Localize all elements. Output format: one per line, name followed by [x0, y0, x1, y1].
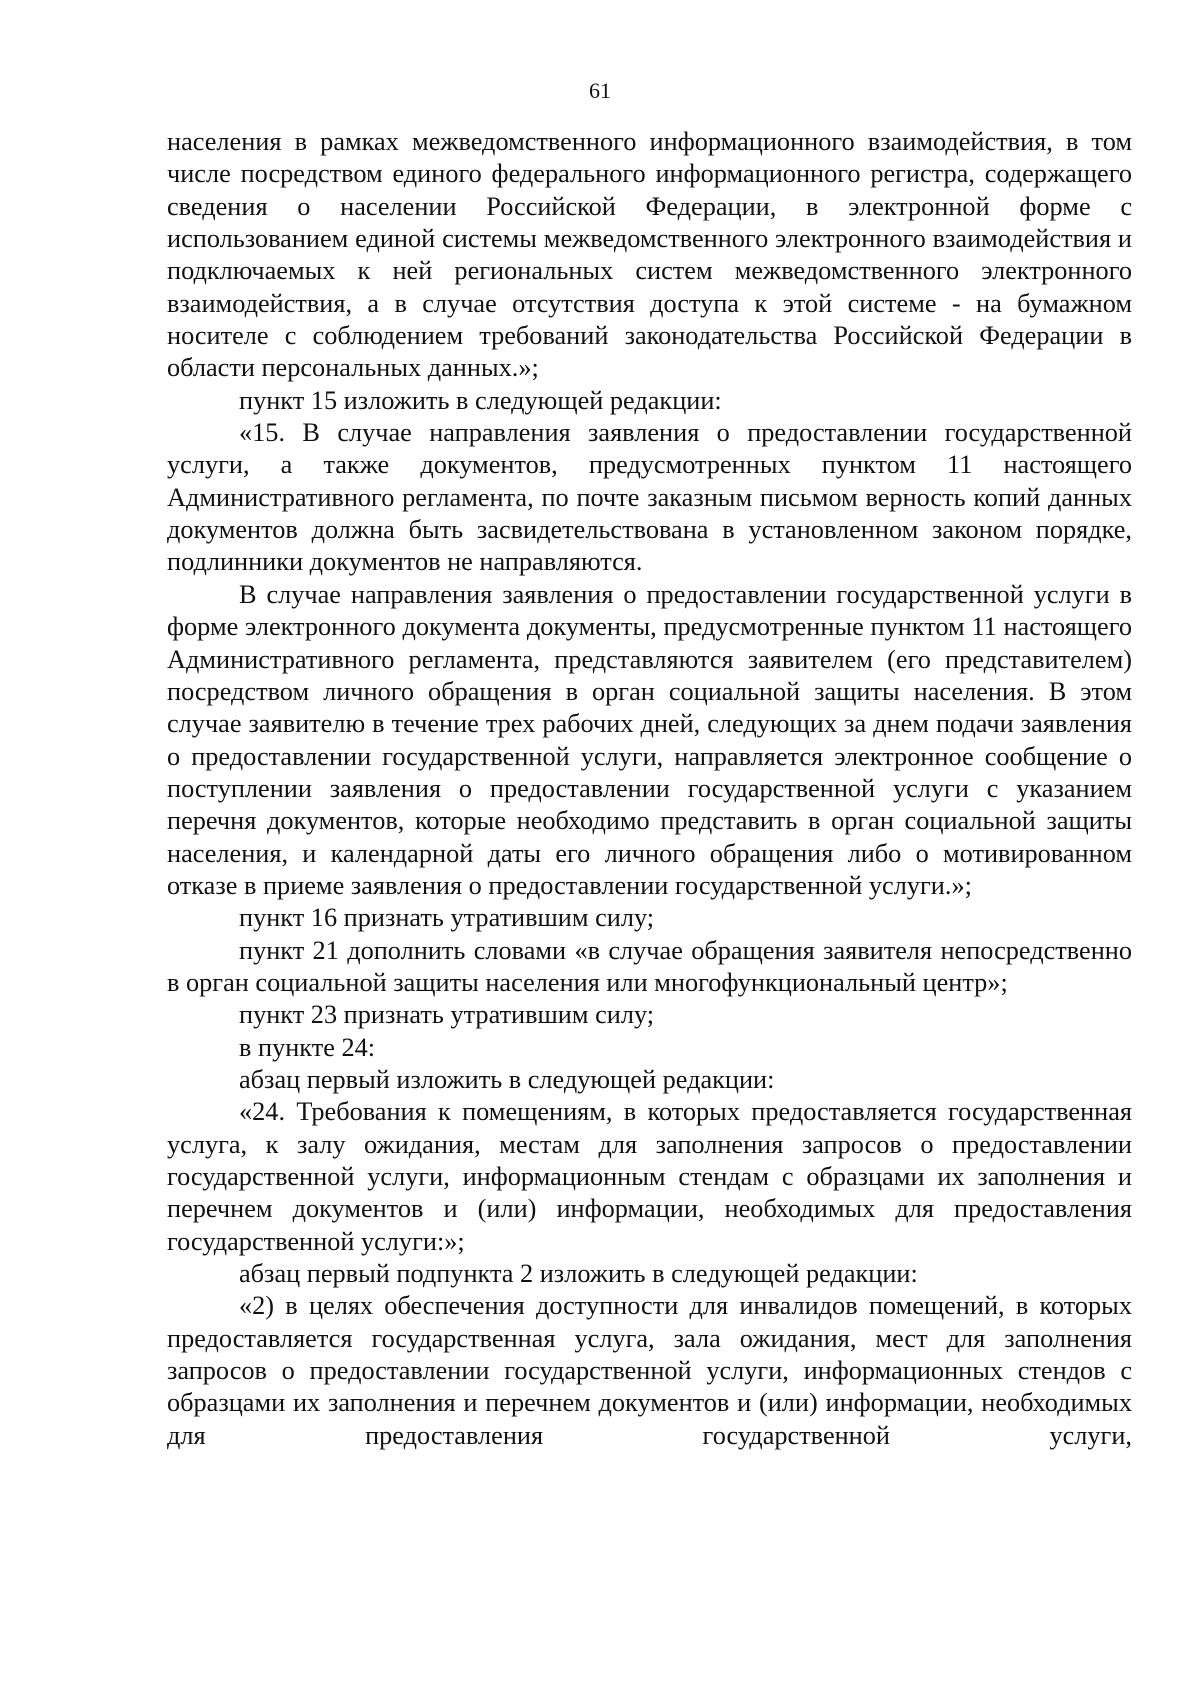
paragraph-subitem-2-text: «2) в целях обеспечения доступности для инвалидов помещений, в которых предоставляется государственная услуга, зала ожидания, мест для заполнения запросов о предоставлении государственной услуги, информационных стендов с образцами их заполнения и перечнем документов и (или) информации, необходимых для предоставления государственной услуги, — [167, 1291, 1132, 1450]
paragraph-item-24-abzac: абзац первый изложить в следующей редакции: — [239, 1064, 775, 1094]
paragraph-item-21: пункт 21 дополнить словами «в случае обращения заявителя непосредственно в орган социальной защиты населения или многофункциональный центр»; — [167, 935, 1132, 997]
paragraph-item-16: пункт 16 признать утратившим силу; — [239, 903, 655, 933]
document-body — [167, 126, 1132, 1452]
paragraph-subitem-2-heading: абзац первый подпункта 2 изложить в следующей редакции: — [239, 1259, 918, 1289]
paragraph-continuation: населения в рамках межведомственного информационного взаимодействия, в том числе посредством единого федерального информационного регистра, содержащего сведения о населении Российской Федерации, в электронной форме с использованием единой системы межведомственного электронного взаимодействия и подключаемых к ней региональных систем межведомственного электронного взаимодействия, а в случае отсутствия доступа к этой системе - на бумажном носителе с соблюдением требований законодательства Российской Федерации в области персональных данных.»; — [167, 127, 1132, 383]
paragraph-item-24-text: «24. Требования к помещениям, в которых предоставляется государственная услуга, к залу ожидания, местам для заполнения запросов о предоставлении государственной услуги, информационным стендам с образцами их заполнения и перечнем документов и (или) информации, необходимых для предоставления государственной услуги:»; — [167, 1097, 1132, 1256]
paragraph-item-23: пункт 23 признать утратившим силу; — [239, 1000, 655, 1030]
paragraph-item-15-heading: пункт 15 изложить в следующей редакции: — [239, 385, 722, 415]
paragraph-item-15-text: «15. В случае направления заявления о предоставлении государственной услуги, а также документов, предусмотренных пунктом 11 настоящего Административного регламента, по почте заказным письмом верность копий данных документов должна быть засвидетельствована в установленном законом порядке, подлинники документов не направляются. — [167, 418, 1132, 577]
paragraph-item-24-intro: в пункте 24: — [239, 1032, 376, 1062]
paragraph-electronic-document: В случае направления заявления о предоставлении государственной услуги в форме электронного документа документы, предусмотренные пунктом 11 настоящего Административного регламента, представляются заявителем (его представителем) посредством личного обращения в орган социальной защиты населения. В этом случае заявителю в течение трех рабочих дней, следующих за днем подачи заявления о предоставлении государственной услуги, направляется электронное сообщение о поступлении заявления о предоставлении государственной услуги с указанием перечня документов, которые необходимо представить в орган социальной защиты населения, и календарной даты его личного обращения либо о мотивированном отказе в приеме заявления о предоставлении государственной услуги.»; — [167, 579, 1132, 900]
page-number: 61 — [589, 78, 611, 103]
